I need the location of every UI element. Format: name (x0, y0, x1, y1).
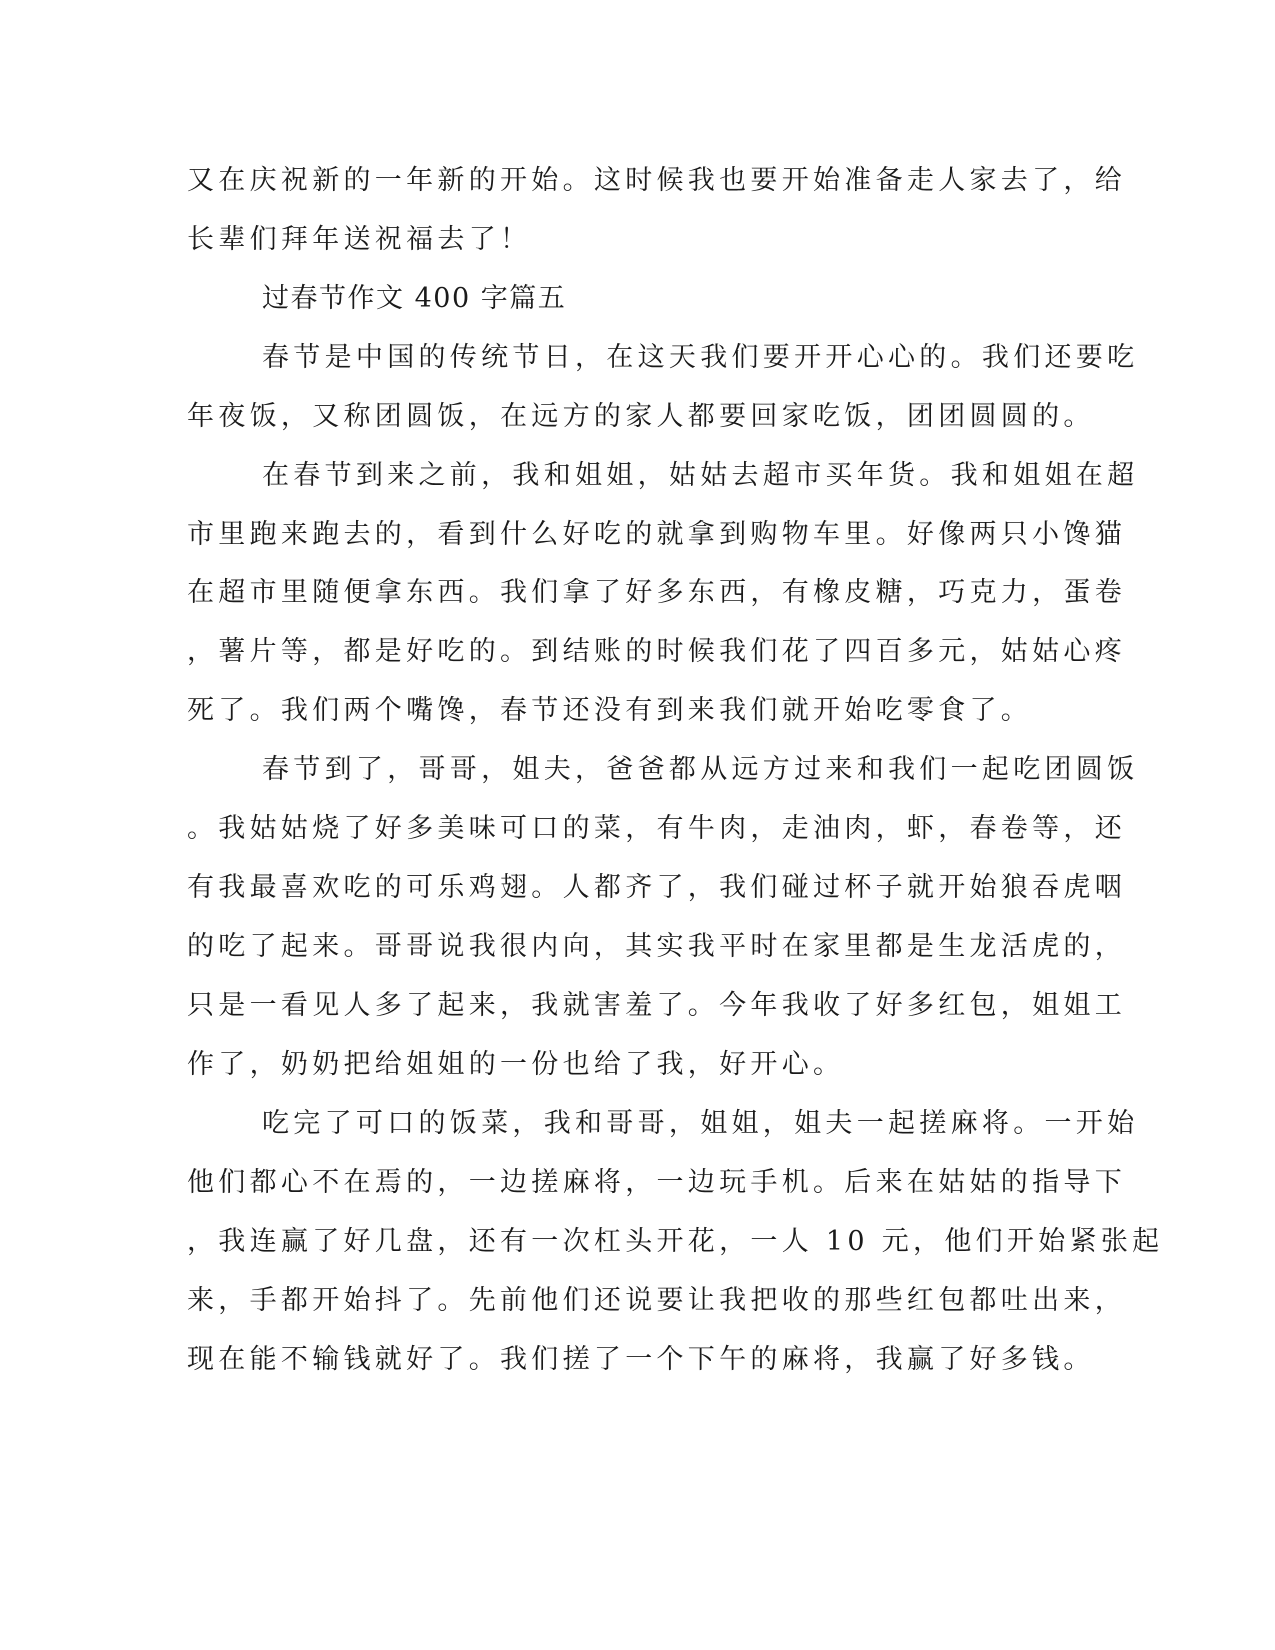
paragraph-line: 又在庆祝新的一年新的开始。这时候我也要开始准备走人家去了，给 (187, 165, 1126, 196)
paragraph-line: 作了，奶奶把给姐姐的一份也给了我，好开心。 (187, 1049, 845, 1080)
paragraph-line: 的吃了起来。哥哥说我很内向，其实我平时在家里都是生龙活虎的， (187, 931, 1126, 962)
paragraph-line: 吃完了可口的饭菜，我和哥哥，姐姐，姐夫一起搓麻将。一开始 (262, 1108, 1139, 1139)
paragraph-line: 来，手都开始抖了。先前他们还说要让我把收的那些红包都吐出来， (187, 1285, 1126, 1316)
paragraph-line: 春节到了，哥哥，姐夫，爸爸都从远方过来和我们一起吃团圆饭 (262, 754, 1139, 785)
paragraph-line: 市里跑来跑去的，看到什么好吃的就拿到购物车里。好像两只小馋猫 (187, 519, 1126, 550)
paragraph-line: 年夜饭，又称团圆饭，在远方的家人都要回家吃饭，团团圆圆的。 (187, 401, 1095, 432)
paragraph-line: 现在能不输钱就好了。我们搓了一个下午的麻将，我赢了好多钱。 (187, 1344, 1095, 1375)
paragraph-line: ，薯片等，都是好吃的。到结账的时候我们花了四百多元，姑姑心疼 (187, 636, 1126, 667)
paragraph-line: 在超市里随便拿东西。我们拿了好多东西，有橡皮糖，巧克力，蛋卷 (187, 577, 1126, 608)
paragraph-line: 只是一看见人多了起来，我就害羞了。今年我收了好多红包，姐姐工 (187, 990, 1126, 1021)
paragraph-line: 在春节到来之前，我和姐姐，姑姑去超市买年货。我和姐姐在超 (262, 460, 1139, 491)
paragraph-line: 。我姑姑烧了好多美味可口的菜，有牛肉，走油肉，虾，春卷等，还 (187, 813, 1126, 844)
paragraph-line: ，我连赢了好几盘，还有一次杠头开花，一人 10 元，他们开始紧张起 (187, 1226, 1164, 1257)
paragraph-line: 有我最喜欢吃的可乐鸡翅。人都齐了，我们碰过杯子就开始狼吞虎咽 (187, 872, 1126, 903)
paragraph-line: 他们都心不在焉的，一边搓麻将，一边玩手机。后来在姑姑的指导下 (187, 1167, 1126, 1198)
paragraph-line: 死了。我们两个嘴馋，春节还没有到来我们就开始吃零食了。 (187, 695, 1033, 726)
paragraph-line: 长辈们拜年送祝福去了！ (187, 224, 532, 255)
paragraph-line: 春节是中国的传统节日，在这天我们要开开心心的。我们还要吃 (262, 342, 1139, 373)
section-heading: 过春节作文 400 字篇五 (262, 283, 567, 314)
